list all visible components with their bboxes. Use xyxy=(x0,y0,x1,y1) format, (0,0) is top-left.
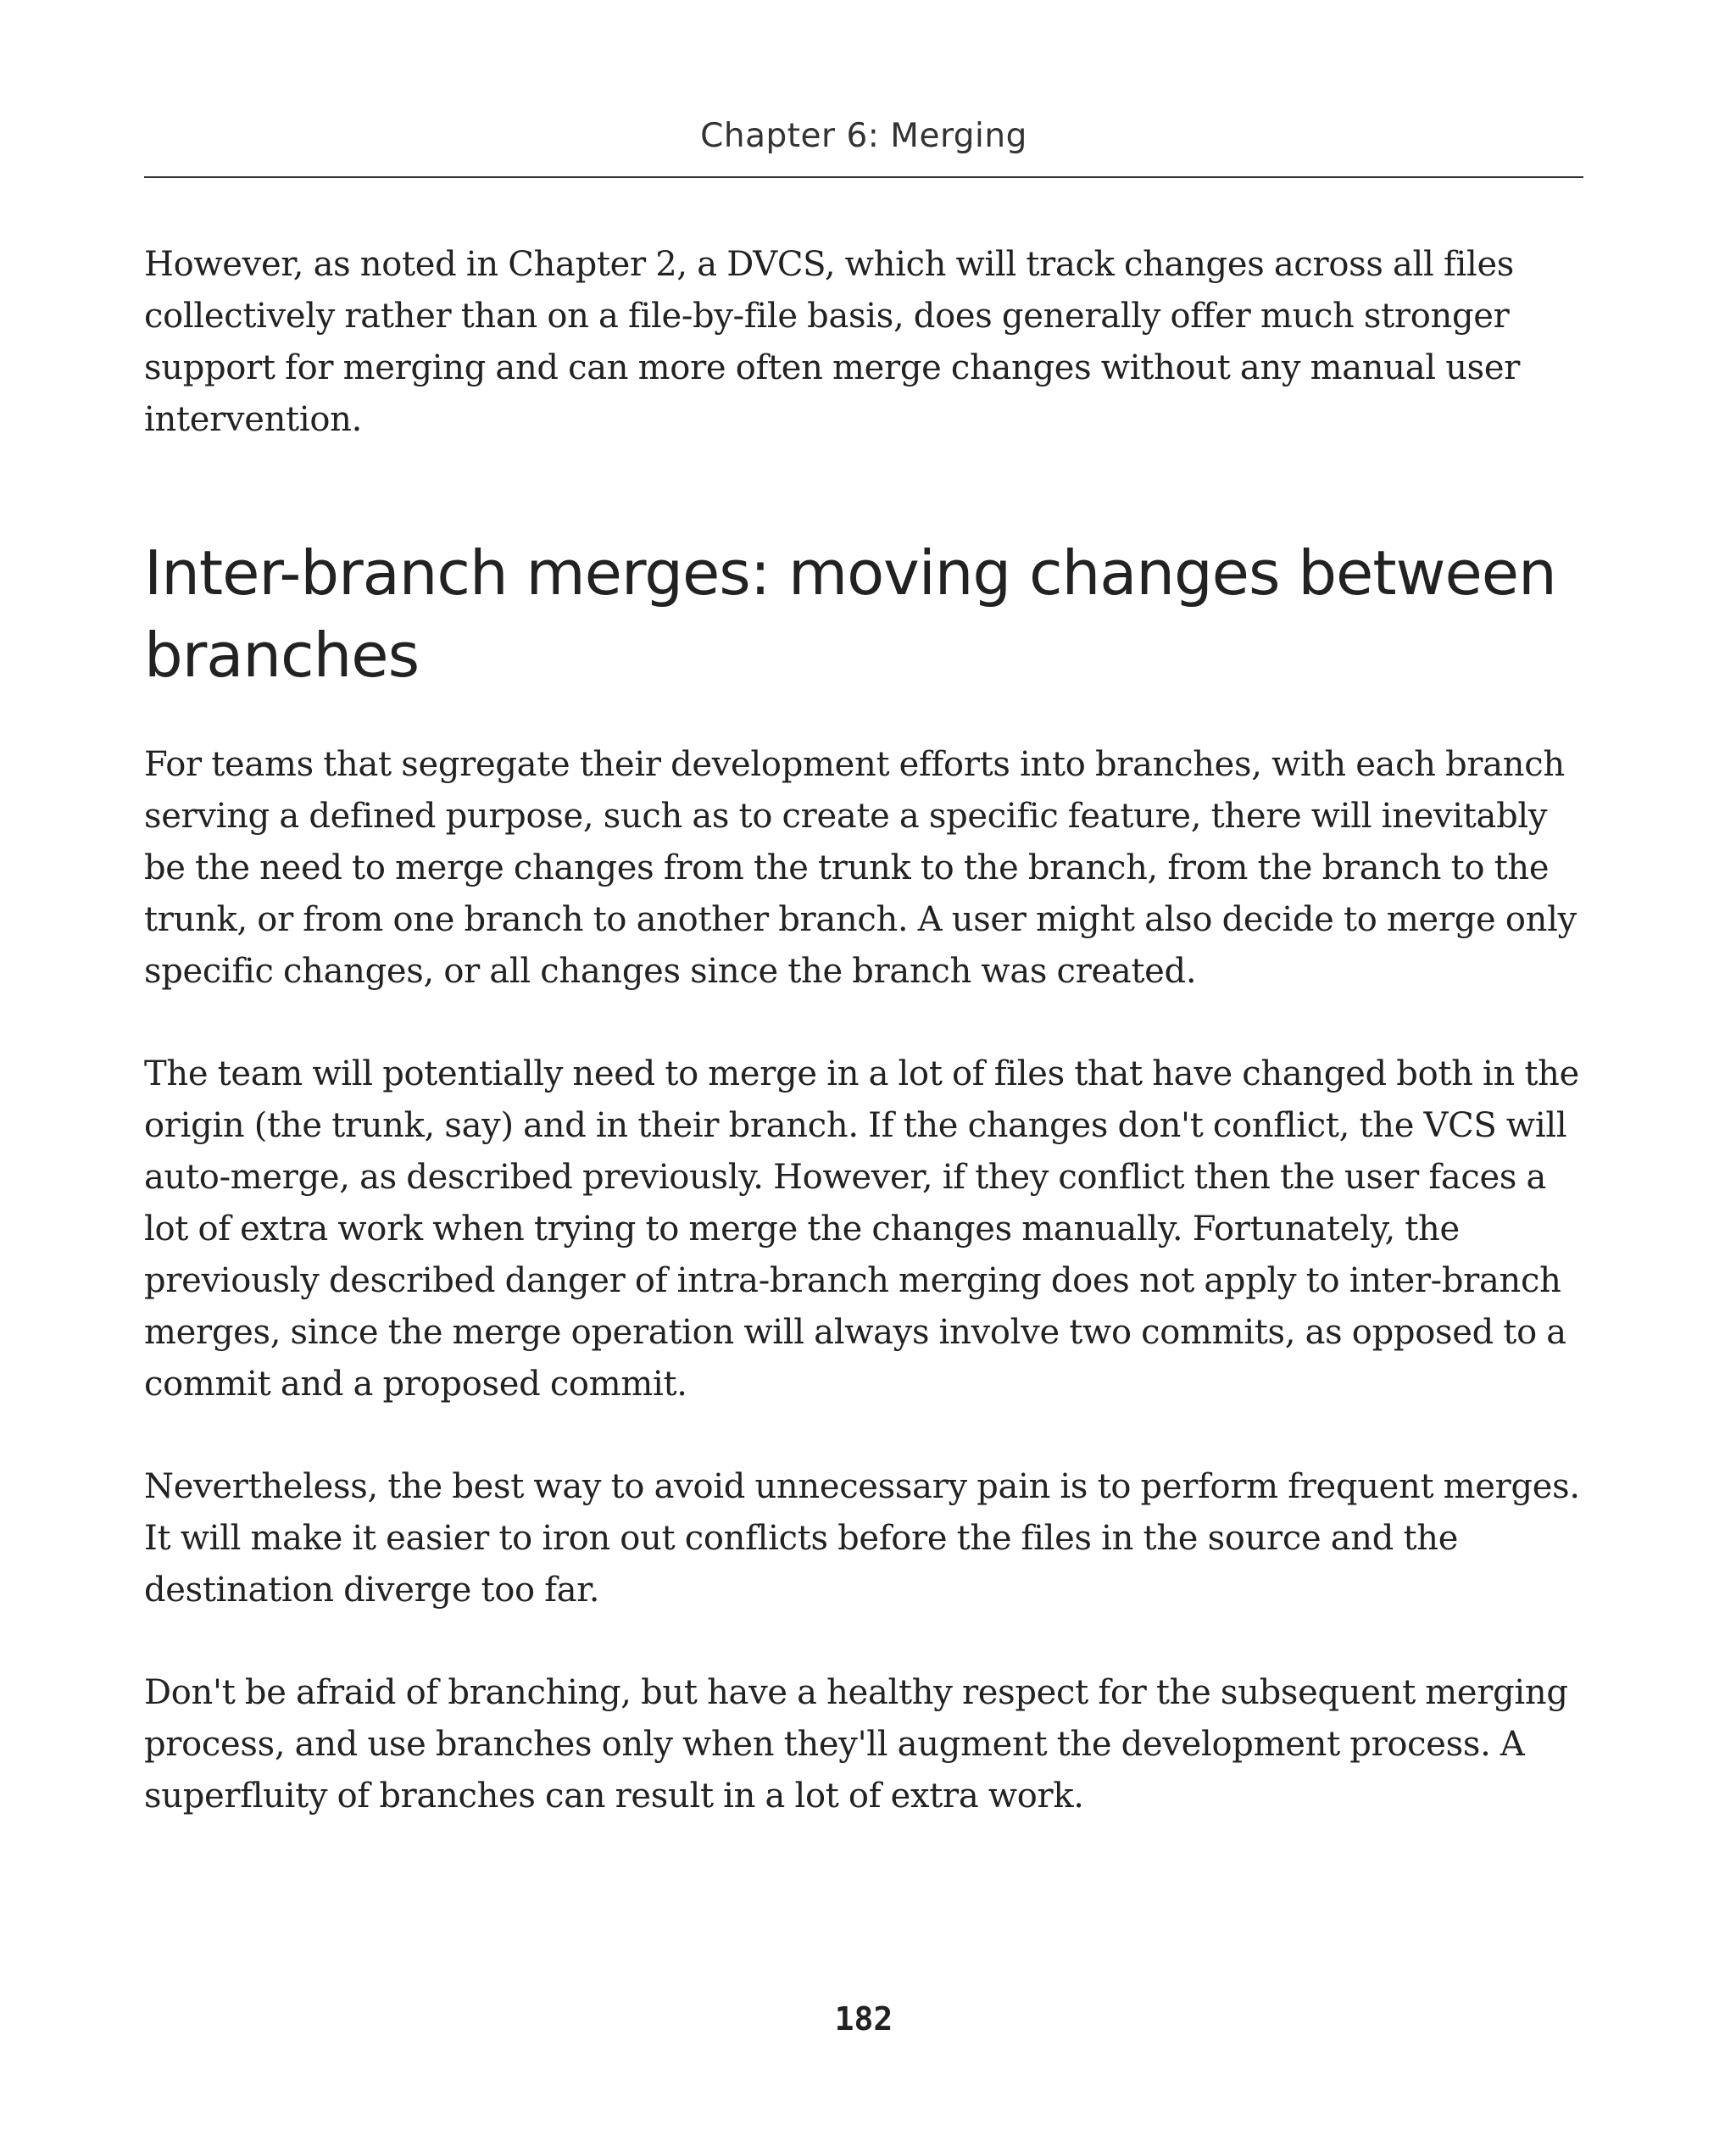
page-number: 182 xyxy=(834,2000,893,2038)
running-header: Chapter 6: Merging xyxy=(700,117,1027,155)
body-paragraph-3: Nevertheless, the best way to avoid unnecessary pain is to perform frequent merges. It will make it easier to iron out conflicts before the files in the source and the destination diverge too far. xyxy=(144,1467,1580,1610)
body-paragraph-1: For teams that segregate their development efforts into branches, with each branch serving a defined purpose, such as to create a specific feature, there will inevitably be the need to merge changes from the trunk to the branch, from the branch to the trunk, or from one branch to another branch. A user might also decide to merge only specific changes, or all changes since the branch was created. xyxy=(144,745,1577,991)
page-body xyxy=(144,239,1583,1822)
body-paragraph-4: Don't be afraid of branching, but have a healthy respect for the subsequent merging process, and use branches only when they'll augment the development process. A superfluity of branches can result in a lot of extra work. xyxy=(144,1673,1568,1816)
body-paragraph-2: The team will potentially need to merge in a lot of files that have changed both in the origin (the trunk, say) and in their branch. If the changes don't conflict, the VCS will auto-merge, as described previously. However, if they conflict then the user faces a lot of extra work when trying to merge the changes manually. Fortunately, the previously described danger of intra-branch merging does not apply to inter-branch merges, since the merge operation will always involve two commits, as opposed to a commit and a proposed commit. xyxy=(144,1054,1579,1404)
header-divider xyxy=(144,176,1583,178)
intro-paragraph: However, as noted in Chapter 2, a DVCS, which will track changes across all files collectively rather than on a file-by-file basis, does generally offer much stronger support for merging and can more often merge changes without any manual user intervention. xyxy=(144,245,1521,439)
section-heading: Inter-branch merges: moving changes between branches xyxy=(144,537,1556,691)
